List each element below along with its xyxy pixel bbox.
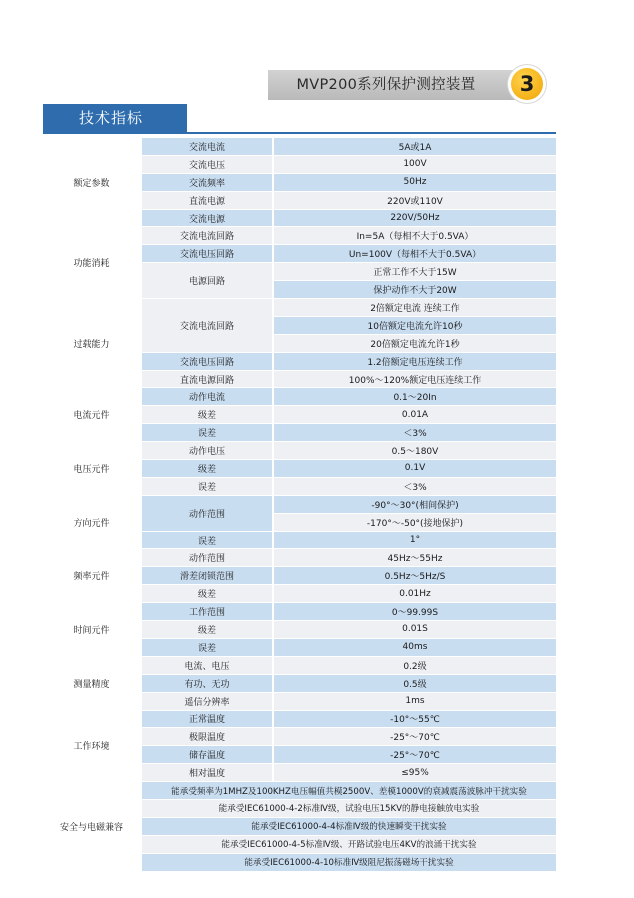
value-cell: 0.5级	[273, 674, 556, 692]
value-cell: 50Hz	[273, 173, 556, 191]
category-cell: 工作环境	[43, 710, 141, 782]
requirement-cell: 能承受频率为1MHZ及100KHZ电压幅值共模2500V、差模1000V的衰减震荡波脉冲干扰实验	[141, 782, 556, 800]
page-title: MVP200系列保护测控装置	[296, 77, 476, 93]
value-cell: -25°～70℃	[273, 746, 556, 764]
requirement-cell: 能承受IEC61000-4-4标准Ⅳ级的快速瞬变干扰实验	[141, 817, 556, 835]
table-row	[43, 442, 556, 460]
category-cell: 额定参数	[43, 138, 141, 227]
value-cell: 0.5Hz～5Hz/S	[273, 567, 556, 585]
table-row	[43, 656, 556, 674]
value-cell: 0～99.99S	[273, 603, 556, 621]
value-cell: -90°～30°(相间保护)	[273, 495, 556, 513]
value-cell: 0.5～180V	[273, 442, 556, 460]
value-cell: 0.01S	[273, 621, 556, 639]
parameter-cell: 误差	[141, 424, 273, 442]
parameter-cell: 级差	[141, 621, 273, 639]
category-cell: 电流元件	[43, 388, 141, 442]
parameter-cell: 级差	[141, 406, 273, 424]
category-cell: 方向元件	[43, 495, 141, 549]
value-cell: 保护动作不大于20W	[273, 281, 556, 299]
value-cell: 0.1V	[273, 460, 556, 478]
category-cell: 时间元件	[43, 603, 141, 657]
category-cell: 过载能力	[43, 299, 141, 388]
value-cell: 20倍额定电流允许1秒	[273, 334, 556, 352]
parameter-cell: 交流频率	[141, 173, 273, 191]
requirement-cell: 能承受IEC61000-4-10标准Ⅳ级阻尼振荡磁场干扰实验	[141, 853, 556, 871]
parameter-cell: 直流电源回路	[141, 370, 273, 388]
value-cell: 5A或1A	[273, 138, 556, 155]
parameter-cell: 交流电流回路	[141, 227, 273, 245]
category-cell: 频率元件	[43, 549, 141, 603]
value-cell: 0.2级	[273, 656, 556, 674]
value-cell: 10倍额定电流允许10秒	[273, 316, 556, 334]
page-number-badge	[508, 65, 546, 103]
value-cell: In=5A（每相不大于0.5VA）	[273, 227, 556, 245]
requirement-cell: 能承受IEC61000-4-5标准Ⅳ级、开路试验电压4KV的浪涌干扰实验	[141, 835, 556, 853]
parameter-cell: 交流电源	[141, 209, 273, 227]
value-cell: 正常工作不大于15W	[273, 263, 556, 281]
value-cell: 45Hz～55Hz	[273, 549, 556, 567]
parameter-cell: 动作范围	[141, 495, 273, 531]
parameter-cell: 交流电流	[141, 138, 273, 155]
table-row	[43, 603, 556, 621]
parameter-cell: 滑差闭锁范围	[141, 567, 273, 585]
section-divider	[43, 132, 556, 134]
value-cell: Un=100V（每相不大于0.5VA）	[273, 245, 556, 263]
parameter-cell: 电流、电压	[141, 656, 273, 674]
value-cell: ＜3%	[273, 477, 556, 495]
header-bar	[268, 70, 530, 100]
table-row	[43, 710, 556, 728]
category-cell: 功能消耗	[43, 227, 141, 299]
table-row	[43, 388, 556, 406]
value-cell: 1.2倍额定电压连续工作	[273, 352, 556, 370]
table-row	[43, 138, 556, 155]
parameter-cell: 极限温度	[141, 728, 273, 746]
parameter-cell: 误差	[141, 477, 273, 495]
value-cell: -170°～-50°(接地保护)	[273, 513, 556, 531]
parameter-cell: 交流电压回路	[141, 352, 273, 370]
section-title: 技术指标	[43, 104, 187, 132]
parameter-cell: 动作范围	[141, 549, 273, 567]
value-cell: 100V	[273, 155, 556, 173]
value-cell: -10°～55℃	[273, 710, 556, 728]
value-cell: 0.01A	[273, 406, 556, 424]
parameter-cell: 级差	[141, 585, 273, 603]
value-cell: 220V或110V	[273, 191, 556, 209]
category-cell: 测量精度	[43, 656, 141, 710]
parameter-cell: 工作范围	[141, 603, 273, 621]
parameter-cell: 级差	[141, 460, 273, 478]
spec-table	[43, 138, 556, 872]
parameter-cell: 误差	[141, 638, 273, 656]
value-cell: ＜3%	[273, 424, 556, 442]
parameter-cell: 动作电流	[141, 388, 273, 406]
parameter-cell: 交流电流回路	[141, 299, 273, 353]
parameter-cell: 遥信分辨率	[141, 692, 273, 710]
table-row	[43, 299, 556, 317]
parameter-cell: 交流电压	[141, 155, 273, 173]
spec-table-body	[43, 138, 556, 871]
table-row	[43, 495, 556, 513]
value-cell: 1ms	[273, 692, 556, 710]
table-row	[43, 227, 556, 245]
category-cell: 安全与电磁兼容	[43, 782, 141, 871]
requirement-cell: 能承受IEC61000-4-2标准Ⅳ级，试验电压15KV的静电接触放电实验	[141, 799, 556, 817]
value-cell: ≤95%	[273, 764, 556, 782]
value-cell: 100%～120%额定电压连续工作	[273, 370, 556, 388]
parameter-cell: 有功、无功	[141, 674, 273, 692]
parameter-cell: 动作电压	[141, 442, 273, 460]
parameter-cell: 相对温度	[141, 764, 273, 782]
parameter-cell: 直流电源	[141, 191, 273, 209]
value-cell: 0.01Hz	[273, 585, 556, 603]
value-cell: 0.1～20In	[273, 388, 556, 406]
value-cell: 2倍额定电流 连续工作	[273, 299, 556, 317]
parameter-cell: 误差	[141, 531, 273, 549]
parameter-cell: 交流电压回路	[141, 245, 273, 263]
table-row	[43, 549, 556, 567]
value-cell: -25°～70℃	[273, 728, 556, 746]
parameter-cell: 电源回路	[141, 263, 273, 299]
value-cell: 220V/50Hz	[273, 209, 556, 227]
category-cell: 电压元件	[43, 442, 141, 496]
page-number: 3	[511, 68, 543, 100]
parameter-cell: 储存温度	[141, 746, 273, 764]
value-cell: 40ms	[273, 638, 556, 656]
value-cell: 1°	[273, 531, 556, 549]
parameter-cell: 正常温度	[141, 710, 273, 728]
table-row	[43, 782, 556, 800]
